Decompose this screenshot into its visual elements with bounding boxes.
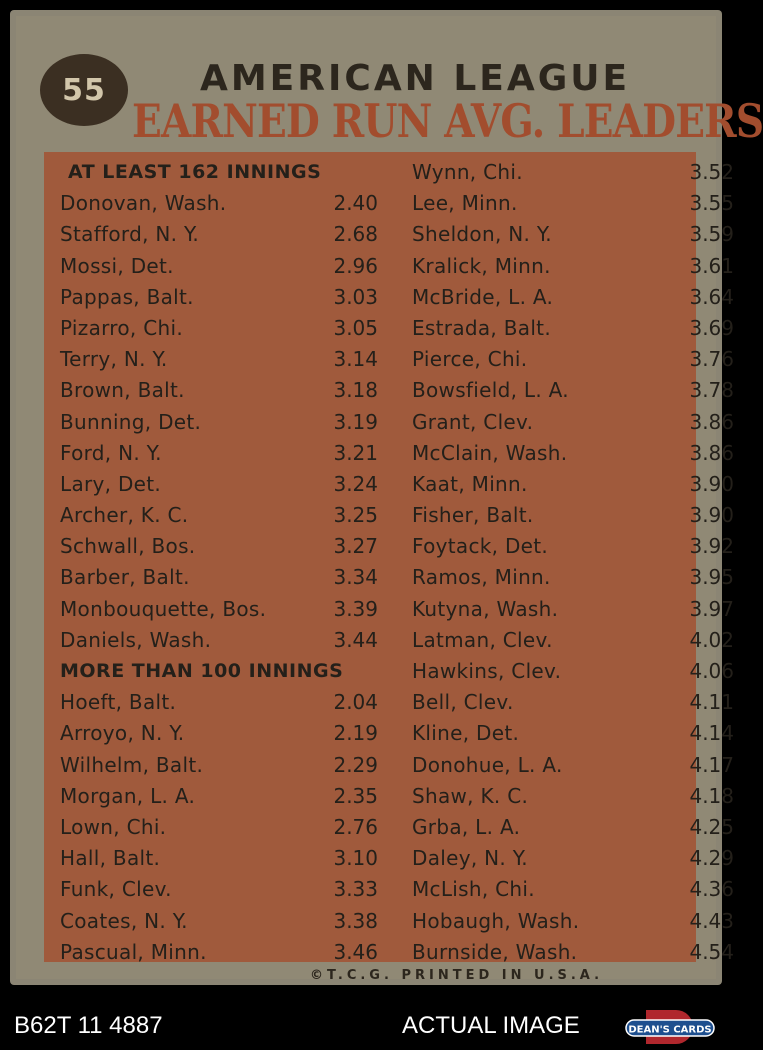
player-era: 3.21 xyxy=(333,440,378,465)
player-row xyxy=(412,282,734,313)
player-row xyxy=(60,500,378,531)
player-era: 4.18 xyxy=(689,783,734,808)
player-row xyxy=(412,874,734,905)
player-era: 3.95 xyxy=(689,565,734,590)
player-name: Grant, Clev. xyxy=(412,409,534,434)
player-row xyxy=(412,750,734,781)
player-era: 3.38 xyxy=(333,908,378,933)
player-row xyxy=(60,843,378,874)
player-era: 3.55 xyxy=(689,191,734,216)
player-name: Lary, Det. xyxy=(60,471,162,496)
player-era: 4.25 xyxy=(689,814,734,839)
player-era: 4.29 xyxy=(689,846,734,871)
player-name: Donohue, L. A. xyxy=(412,752,563,777)
player-row xyxy=(60,812,378,843)
player-name: Shaw, K. C. xyxy=(412,783,529,808)
player-name: Morgan, L. A. xyxy=(60,783,196,808)
player-row xyxy=(60,781,378,812)
player-name: Foytack, Det. xyxy=(412,534,549,559)
player-era: 3.24 xyxy=(333,471,378,496)
player-name: Barber, Balt. xyxy=(60,565,190,590)
player-name: Ramos, Minn. xyxy=(412,565,551,590)
player-era: 2.35 xyxy=(333,783,378,808)
player-name: McLish, Chi. xyxy=(412,877,535,902)
player-era: 3.92 xyxy=(689,534,734,559)
player-name: Hobaugh, Wash. xyxy=(412,908,580,933)
player-name: Estrada, Balt. xyxy=(412,315,551,340)
player-name: Schwall, Bos. xyxy=(60,534,196,559)
player-row xyxy=(60,375,378,406)
player-era: 3.05 xyxy=(333,315,378,340)
player-name: Latman, Clev. xyxy=(412,627,553,652)
player-name: Kline, Det. xyxy=(412,721,520,746)
player-name: Hoeft, Balt. xyxy=(60,690,177,715)
player-name: Ford, N. Y. xyxy=(60,440,162,465)
player-era: 2.68 xyxy=(333,222,378,247)
player-era: 2.04 xyxy=(333,690,378,715)
player-era: 3.86 xyxy=(689,440,734,465)
player-name: Donovan, Wash. xyxy=(60,191,227,216)
player-row xyxy=(60,718,378,749)
player-era: 3.90 xyxy=(689,471,734,496)
player-era: 2.19 xyxy=(333,721,378,746)
player-name: Stafford, N. Y. xyxy=(60,222,200,247)
player-era: 3.25 xyxy=(333,503,378,528)
player-name: Coates, N. Y. xyxy=(60,908,188,933)
player-row xyxy=(412,656,734,687)
player-name: Archer, K. C. xyxy=(60,503,189,528)
player-name: Wynn, Chi. xyxy=(412,160,523,184)
player-row xyxy=(60,219,378,250)
logo-text: DEAN'S CARDS xyxy=(628,1024,712,1036)
player-era: 3.76 xyxy=(689,347,734,372)
player-era: 3.33 xyxy=(333,877,378,902)
player-name: Pascual, Minn. xyxy=(60,939,207,964)
player-era: 2.40 xyxy=(333,191,378,216)
player-row xyxy=(412,407,734,438)
player-era: 2.29 xyxy=(333,752,378,777)
player-row xyxy=(412,687,734,718)
player-era: 3.86 xyxy=(689,409,734,434)
player-name: Terry, N. Y. xyxy=(60,347,168,372)
player-name: Pierce, Chi. xyxy=(412,347,528,372)
player-row xyxy=(60,469,378,500)
player-name: Sheldon, N. Y. xyxy=(412,222,552,247)
player-era: 3.97 xyxy=(689,596,734,621)
player-row xyxy=(412,313,734,344)
player-name: Arroyo, N. Y. xyxy=(60,721,185,746)
player-era: 3.46 xyxy=(333,939,378,964)
player-row xyxy=(412,843,734,874)
player-era: 3.14 xyxy=(333,347,378,372)
player-name: Daniels, Wash. xyxy=(60,627,212,652)
player-era: 3.90 xyxy=(689,503,734,528)
player-era: 3.10 xyxy=(333,846,378,871)
player-name: Burnside, Wash. xyxy=(412,939,578,964)
player-row xyxy=(412,562,734,593)
player-era: 3.69 xyxy=(689,315,734,340)
player-era: 4.54 xyxy=(689,939,734,964)
player-row xyxy=(412,718,734,749)
player-row xyxy=(412,531,734,562)
player-row xyxy=(60,625,378,656)
player-row xyxy=(60,282,378,313)
player-name: Hawkins, Clev. xyxy=(412,659,562,683)
card-title: EARNED RUN AVG. LEADERS xyxy=(132,94,763,148)
player-row xyxy=(412,781,734,812)
player-row xyxy=(412,625,734,656)
player-era: 2.96 xyxy=(333,253,378,278)
player-era: 4.43 xyxy=(689,908,734,933)
player-name: Daley, N. Y. xyxy=(412,846,528,871)
player-name: McBride, L. A. xyxy=(412,284,554,309)
player-row xyxy=(412,469,734,500)
player-row xyxy=(60,937,378,968)
player-era: 3.27 xyxy=(333,534,378,559)
player-row xyxy=(412,500,734,531)
player-era: 3.52 xyxy=(689,160,734,184)
player-name: Funk, Clev. xyxy=(60,877,172,902)
player-name: Kaat, Minn. xyxy=(412,471,528,496)
player-era: 3.59 xyxy=(689,222,734,247)
player-era: 3.34 xyxy=(333,565,378,590)
player-row xyxy=(412,812,734,843)
card-number: 55 xyxy=(62,72,106,108)
player-era: 3.44 xyxy=(333,627,378,652)
player-name: Bowsfield, L. A. xyxy=(412,378,569,403)
player-era: 2.76 xyxy=(333,814,378,839)
player-row xyxy=(60,874,378,905)
player-row xyxy=(60,313,378,344)
player-row xyxy=(412,438,734,469)
player-era: 3.18 xyxy=(333,378,378,403)
card-code: B62T 11 4887 xyxy=(14,1012,163,1039)
player-name: Pizarro, Chi. xyxy=(60,315,183,340)
player-name: Lown, Chi. xyxy=(60,814,167,839)
innings-heading: MORE THAN 100 INNINGS xyxy=(60,660,344,682)
copyright-line: ©T.C.G. PRINTED IN U.S.A. xyxy=(310,968,604,983)
listing-footer xyxy=(0,1008,730,1048)
player-era: 3.19 xyxy=(333,409,378,434)
player-name: Bunning, Det. xyxy=(60,409,202,434)
right-stats-column xyxy=(412,157,734,968)
player-row xyxy=(60,251,378,282)
player-row xyxy=(60,407,378,438)
player-era: 3.78 xyxy=(689,378,734,403)
player-row xyxy=(412,375,734,406)
player-name: Wilhelm, Balt. xyxy=(60,752,204,777)
player-row xyxy=(412,594,734,625)
player-name: Bell, Clev. xyxy=(412,690,514,715)
player-row xyxy=(60,750,378,781)
player-row xyxy=(412,219,734,250)
player-row xyxy=(60,531,378,562)
player-era: 4.14 xyxy=(689,721,734,746)
player-era: 4.36 xyxy=(689,877,734,902)
player-name: Grba, L. A. xyxy=(412,814,521,839)
player-name: Hall, Balt. xyxy=(60,846,161,871)
player-row xyxy=(412,251,734,282)
player-name: Kralick, Minn. xyxy=(412,253,551,278)
card-number-badge xyxy=(40,54,128,126)
player-row xyxy=(60,906,378,937)
player-row xyxy=(412,188,734,219)
player-row xyxy=(60,594,378,625)
innings-heading: AT LEAST 162 INNINGS xyxy=(68,161,322,183)
player-row xyxy=(60,344,378,375)
player-era: 4.06 xyxy=(689,659,734,683)
player-name: Lee, Minn. xyxy=(412,191,518,216)
player-era: 4.02 xyxy=(689,627,734,652)
left-stats-column xyxy=(60,157,378,968)
player-row xyxy=(412,157,734,188)
actual-image-label: ACTUAL IMAGE xyxy=(402,1012,580,1039)
player-era: 3.39 xyxy=(333,596,378,621)
player-name: Mossi, Det. xyxy=(60,253,174,278)
player-row xyxy=(60,687,378,718)
player-name: Kutyna, Wash. xyxy=(412,596,559,621)
league-title: AMERICAN LEAGUE xyxy=(200,58,631,99)
player-era: 3.61 xyxy=(689,253,734,278)
player-era: 4.11 xyxy=(689,690,734,715)
player-row xyxy=(60,188,378,219)
player-name: Brown, Balt. xyxy=(60,378,185,403)
deans-cards-logo xyxy=(624,1008,716,1046)
player-row xyxy=(412,937,734,968)
player-row xyxy=(412,906,734,937)
player-era: 3.64 xyxy=(689,284,734,309)
player-era: 3.03 xyxy=(333,284,378,309)
player-era: 4.17 xyxy=(689,752,734,777)
player-name: Monbouquette, Bos. xyxy=(60,596,267,621)
player-name: Pappas, Balt. xyxy=(60,284,194,309)
baseball-card xyxy=(10,10,763,985)
player-row xyxy=(412,344,734,375)
player-row xyxy=(60,562,378,593)
player-name: Fisher, Balt. xyxy=(412,503,534,528)
player-name: McClain, Wash. xyxy=(412,440,568,465)
player-row xyxy=(60,438,378,469)
